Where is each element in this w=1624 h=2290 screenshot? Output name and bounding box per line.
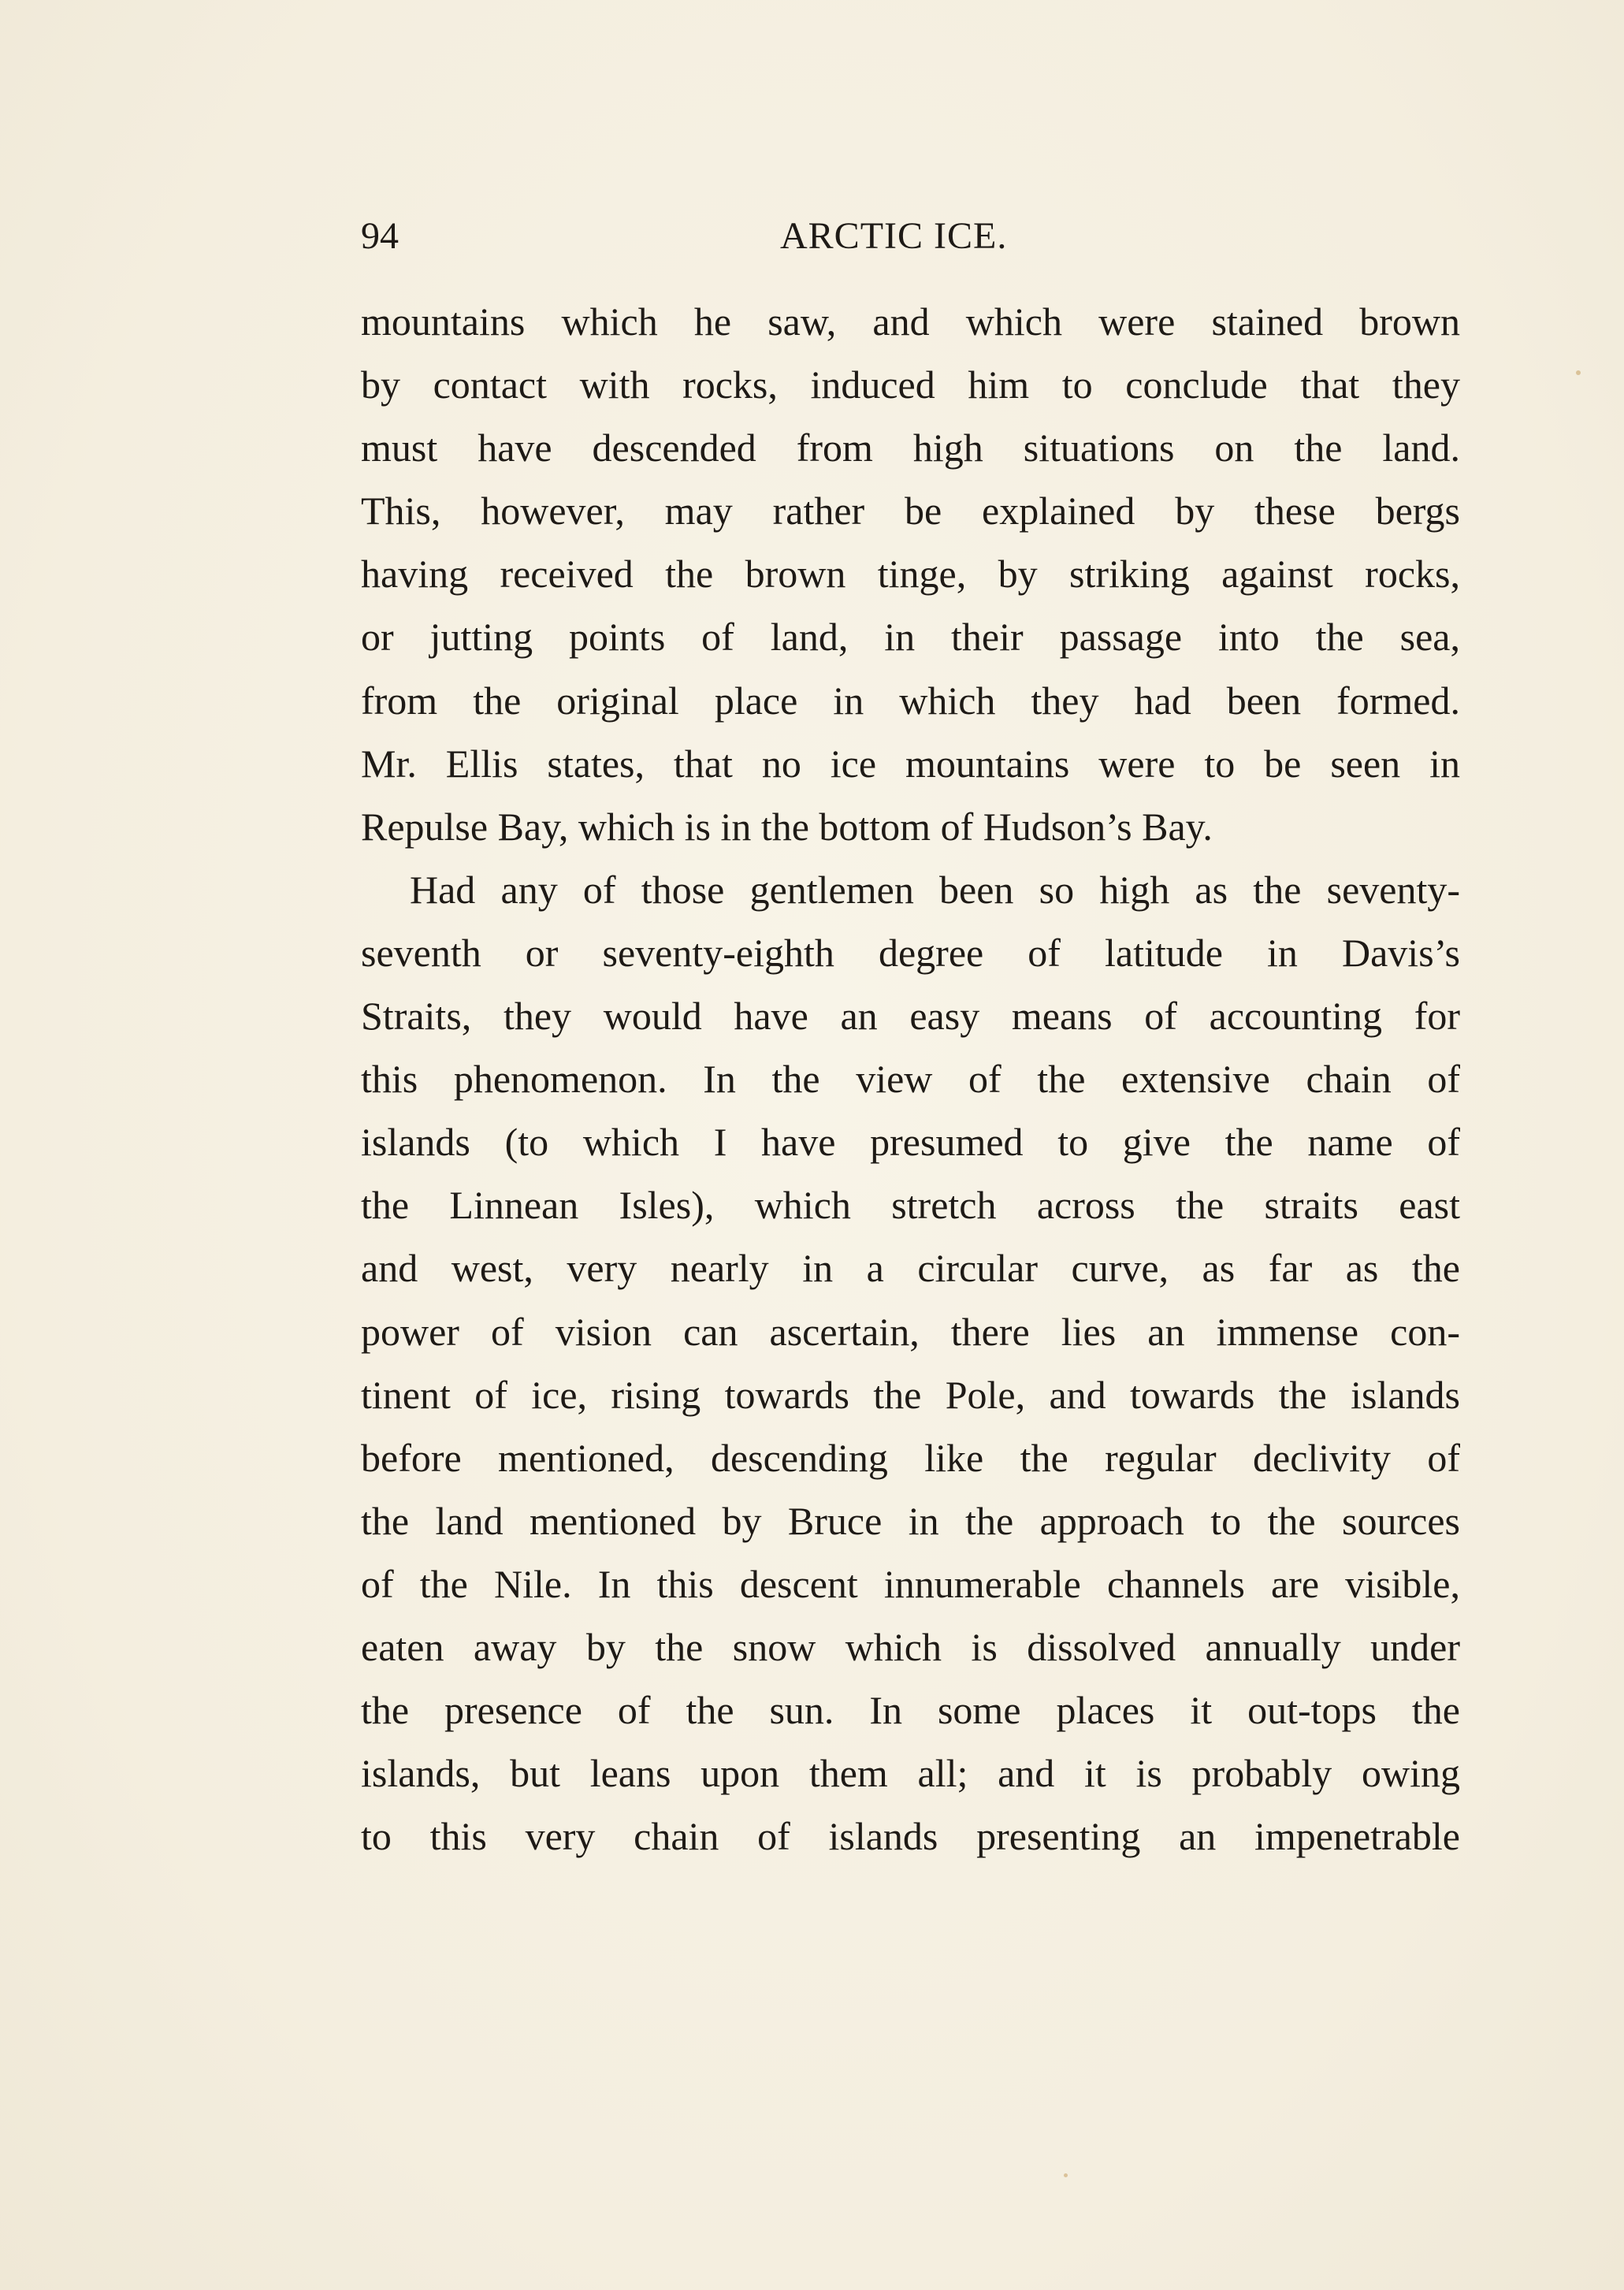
- page-number: 94: [361, 215, 399, 257]
- text-line: tinent of ice, rising towards the Pole, and towards the islands: [361, 1372, 1460, 1417]
- text-line: Mr. Ellis states, that no ice mountains were to be seen in: [361, 741, 1460, 786]
- text-line: the land mentioned by Bruce in the approach to the sources: [361, 1498, 1460, 1543]
- text-line: before mentioned, descending like the regular declivity of: [361, 1435, 1460, 1480]
- text-line: the presence of the sun. In some places it out-tops the: [361, 1688, 1460, 1733]
- running-title: ARCTIC ICE.: [780, 215, 1008, 257]
- text-line: mountains which he saw, and which were stained brown: [361, 299, 1460, 344]
- text-line: power of vision can ascertain, there lies an immense con-: [361, 1309, 1460, 1354]
- text-line: by contact with rocks, induced him to conclude that they: [361, 362, 1460, 407]
- text-line: Had any of those gentlemen been so high as the seventy-: [410, 867, 1460, 912]
- text-line: this phenomenon. In the view of the extensive chain of: [361, 1057, 1460, 1102]
- text-line: and west, very nearly in a circular curve, as far as the: [361, 1246, 1460, 1291]
- text-line: Straits, they would have an easy means of accounting for: [361, 994, 1460, 1039]
- text-line: from the original place in which they had been formed.: [361, 678, 1460, 723]
- text-line: This, however, may rather be explained by these bergs: [361, 489, 1460, 533]
- text-line: the Linnean Isles), which stretch across the straits east: [361, 1183, 1460, 1228]
- body-text: [361, 290, 1460, 1868]
- text-line: islands, but leans upon them all; and it is probably owing: [361, 1751, 1460, 1796]
- text-line: must have descended from high situations on the land.: [361, 426, 1460, 470]
- text-line: islands (to which I have presumed to give the name of: [361, 1120, 1460, 1165]
- paper-speck: [1064, 2173, 1068, 2177]
- text-line: having received the brown tinge, by striking against rocks,: [361, 552, 1460, 597]
- running-head: [361, 209, 1464, 264]
- text-line: Repulse Bay, which is in the bottom of Hudson’s Bay.: [361, 804, 1213, 849]
- text-line: seventh or seventy-eighth degree of latitude in Davis’s: [361, 930, 1460, 975]
- text-line: of the Nile. In this descent innumerable channels are visible,: [361, 1561, 1460, 1606]
- paper-speck: [1576, 370, 1581, 375]
- text-line: eaten away by the snow which is dissolved annually under: [361, 1624, 1460, 1669]
- text-line: to this very chain of islands presenting an impenetrable: [361, 1814, 1460, 1859]
- text-line: or jutting points of land, in their passage into the sea,: [361, 615, 1460, 660]
